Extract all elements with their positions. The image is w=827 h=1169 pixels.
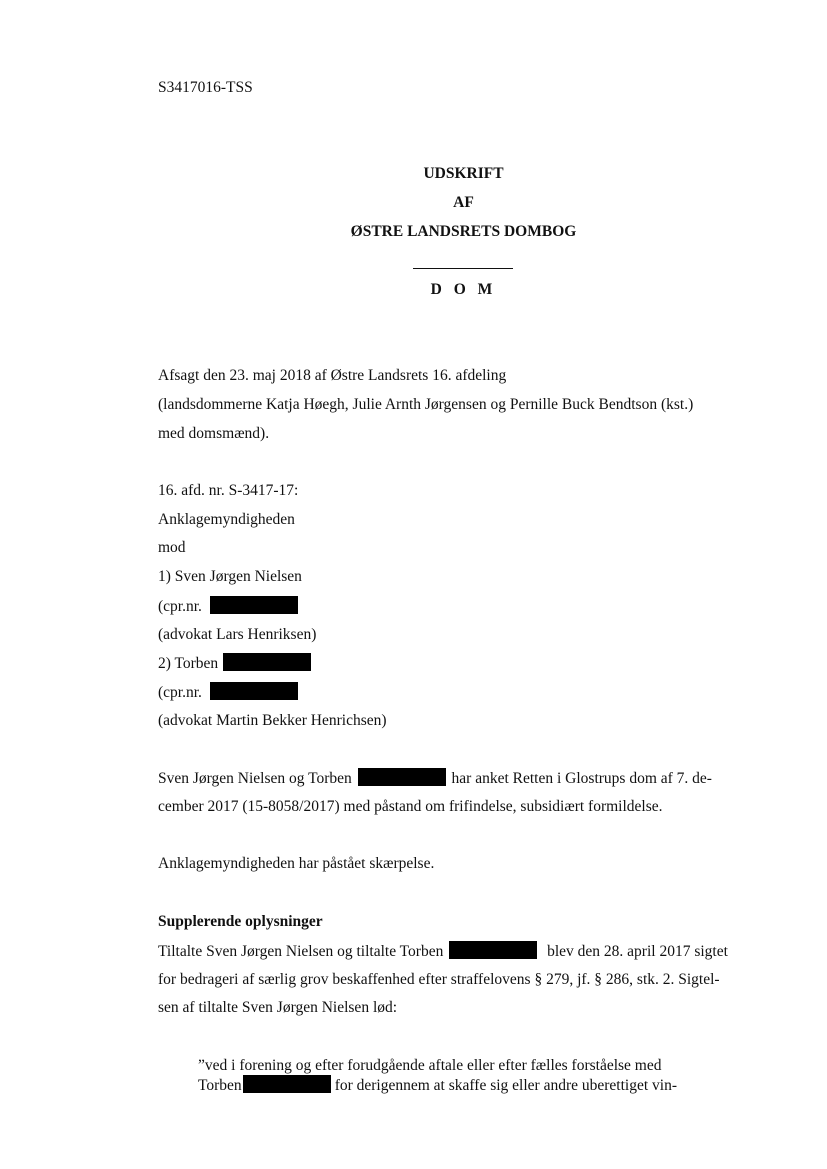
cpr-label: (cpr.nr.: [158, 598, 202, 615]
defendant-1-cpr: [158, 596, 298, 617]
quote-text-a: Torben: [198, 1077, 242, 1094]
heading-court-book: ØSTRE LANDSRETS DOMBOG: [350, 223, 577, 240]
redaction-block: [210, 682, 298, 700]
redaction-block: [210, 596, 298, 614]
defendant-1-lawyer: (advokat Lars Henriksen): [158, 626, 317, 643]
heading-dom: D O M: [430, 281, 497, 298]
quote-line-2: [198, 1075, 677, 1096]
quote-text-b: for derigennem at skaffe sig eller andre uberettiget vin-: [334, 1077, 677, 1094]
heading-divider: [413, 268, 513, 269]
section-text-b: blev den 28. april 2017 sigtet: [547, 943, 728, 960]
heading-udskrift: UDSKRIFT: [423, 165, 504, 182]
defendant-1-name: 1) Sven Jørgen Nielsen: [158, 568, 302, 585]
versus: mod: [158, 539, 186, 556]
cpr-label: (cpr.nr.: [158, 684, 202, 701]
intro-line-2: (landsdommerne Katja Høegh, Julie Arnth Jørgensen og Pernille Buck Bendtson (kst.): [158, 396, 694, 413]
intro-line-1: Afsagt den 23. maj 2018 af Østre Landsrets 16. afdeling: [158, 367, 507, 384]
quote-line-1: ”ved i forening og efter forudgående aftale eller efter fælles forståelse med: [198, 1057, 662, 1074]
defendant-2-name: [158, 653, 311, 674]
case-number: 16. afd. nr. S-3417-17:: [158, 482, 299, 499]
appeal-line-2: cember 2017 (15-8058/2017) med påstand om frifindelse, subsidiært formildelse.: [158, 798, 663, 815]
intro-line-3: med domsmænd).: [158, 425, 270, 442]
redaction-block: [223, 653, 311, 671]
section-text-a: Tiltalte Sven Jørgen Nielsen og tiltalte Torben: [158, 943, 444, 960]
redaction-block: [243, 1075, 331, 1093]
prosecution-claim: Anklagemyndigheden har påstået skærpelse.: [158, 855, 435, 872]
prosecutor: Anklagemyndigheden: [158, 511, 295, 528]
section-line-1: [158, 941, 728, 962]
appeal-line-1: [158, 768, 712, 789]
heading-af: AF: [453, 194, 474, 211]
redaction-block: [358, 768, 446, 786]
defendant-2-cpr: [158, 682, 298, 703]
appeal-text-b: har anket Retten i Glostrups dom af 7. de-: [451, 770, 712, 787]
section-title: Supplerende oplysninger: [158, 913, 323, 930]
redaction-block: [449, 941, 537, 959]
defendant-2-label: 2) Torben: [158, 655, 219, 672]
section-line-2: for bedrageri af særlig grov beskaffenhed efter straffelovens § 279, jf. § 286, stk. 2. Sigtel-: [158, 971, 720, 988]
defendant-2-lawyer: (advokat Martin Bekker Henrichsen): [158, 712, 387, 729]
section-line-3: sen af tiltalte Sven Jørgen Nielsen lød:: [158, 999, 398, 1016]
case-reference: S3417016-TSS: [158, 79, 253, 96]
appeal-text-a: Sven Jørgen Nielsen og Torben: [158, 770, 352, 787]
